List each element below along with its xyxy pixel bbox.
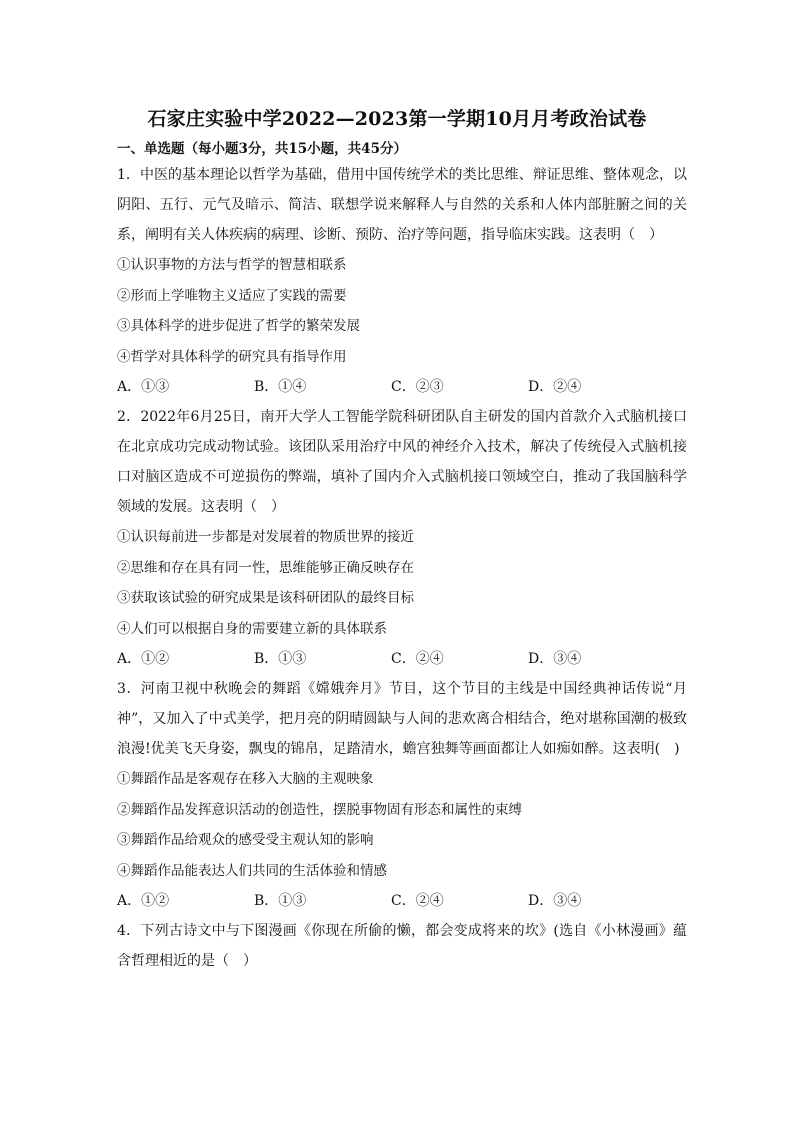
choice-c: C．②④ <box>391 651 444 667</box>
statement-option: ③具体科学的进步促进了哲学的繁荣发展 <box>117 318 360 334</box>
answer-choices <box>117 644 687 674</box>
choice-b: B．①③ <box>254 651 307 667</box>
statement-option: ④人们可以根据自身的需要建立新的具体联系 <box>117 620 387 637</box>
question-1 <box>117 160 687 402</box>
choice-b: B．①④ <box>254 379 307 395</box>
answer-choices <box>117 886 687 916</box>
question-stem: 1．中医的基本理论以哲学为基础，借用中国传统学术的类比思维、辩证思维、整体观念，以阴阳、五行、元气及暗示、简洁、联想学说来解释人与自然的关系和人体内部脏腑之间的关系，阐明有关人体疾病的病理、诊断、预防、治疗等问题，指导临床实践。这表明（ ） <box>117 167 687 243</box>
statement-option: ②思维和存在具有同一性，思维能够正确反映存在 <box>117 559 414 576</box>
choice-d: D．③④ <box>528 651 582 667</box>
question-stem: 2．2022年6月25日，南开大学人工智能学院科研团队自主研发的国内首款介入式脑机接口在北京成功完成动物试验。该团队采用治疗中风的神经介入技术，解决了传统侵入式脑机接口对脑区造成不可逆损伤的弊端，填补了国内介入式脑机接口领域空白，推动了我国脑科学领域的发展。这表明（ ） <box>117 409 687 515</box>
question-stem: 4．下列古诗文中与下图漫画《你现在所偷的懒，都会变成将来的坎》(选自《小林漫画》蕴含哲理相近的是（ ） <box>117 923 687 969</box>
statement-option: ③舞蹈作品给观众的感受受主观认知的影响 <box>117 832 374 848</box>
statement-option: ②形而上学唯物主义适应了实践的需要 <box>117 287 347 304</box>
statement-option: ①认识事物的方法与哲学的智慧相联系 <box>117 257 347 273</box>
question-3 <box>117 674 687 916</box>
exam-title: 石家庄实验中学2022—2023第一学期10月月考政治试卷 <box>147 108 647 130</box>
choice-c: C．②③ <box>391 379 444 395</box>
statement-option: ①舞蹈作品是客观存在移入大脑的主观映象 <box>117 771 374 787</box>
choice-d: D．②④ <box>528 379 582 395</box>
choice-a: A．①② <box>117 651 170 667</box>
statement-option: ④舞蹈作品能表达人们共同的生活体验和情感 <box>117 862 387 879</box>
statement-option: ①认识每前进一步都是对发展着的物质世界的接近 <box>117 529 414 545</box>
choice-b: B．①③ <box>254 893 307 909</box>
choice-c: C．②④ <box>391 893 444 909</box>
statement-option: ④哲学对具体科学的研究具有指导作用 <box>117 348 347 365</box>
question-2 <box>117 402 687 674</box>
question-4 <box>117 916 687 976</box>
question-stem: 3．河南卫视中秋晚会的舞蹈《嫦娥奔月》节目，这个节目的主线是中国经典神话传说“月神”，又加入了中式美学，把月亮的阴晴圆缺与人间的悲欢离合相结合，绝对堪称国潮的极致浪漫!优美飞天身姿，飘曳的锦帛，足踏清水，蟾宫独舞等画面都让人如痴如醉。这表明( ) <box>117 681 687 757</box>
choice-a: A．①② <box>117 893 170 909</box>
statement-option: ②舞蹈作品发挥意识活动的创造性，摆脱事物固有形态和属性的束缚 <box>117 801 522 818</box>
statement-option: ③获取该试验的研究成果是该科研团队的最终目标 <box>117 590 414 606</box>
choice-d: D．③④ <box>528 893 582 909</box>
section-heading: 一、单选题（每小题3分，共15小题，共45分） <box>117 141 407 157</box>
answer-choices <box>117 372 687 402</box>
choice-a: A．①③ <box>117 379 170 395</box>
question-list <box>117 160 687 976</box>
